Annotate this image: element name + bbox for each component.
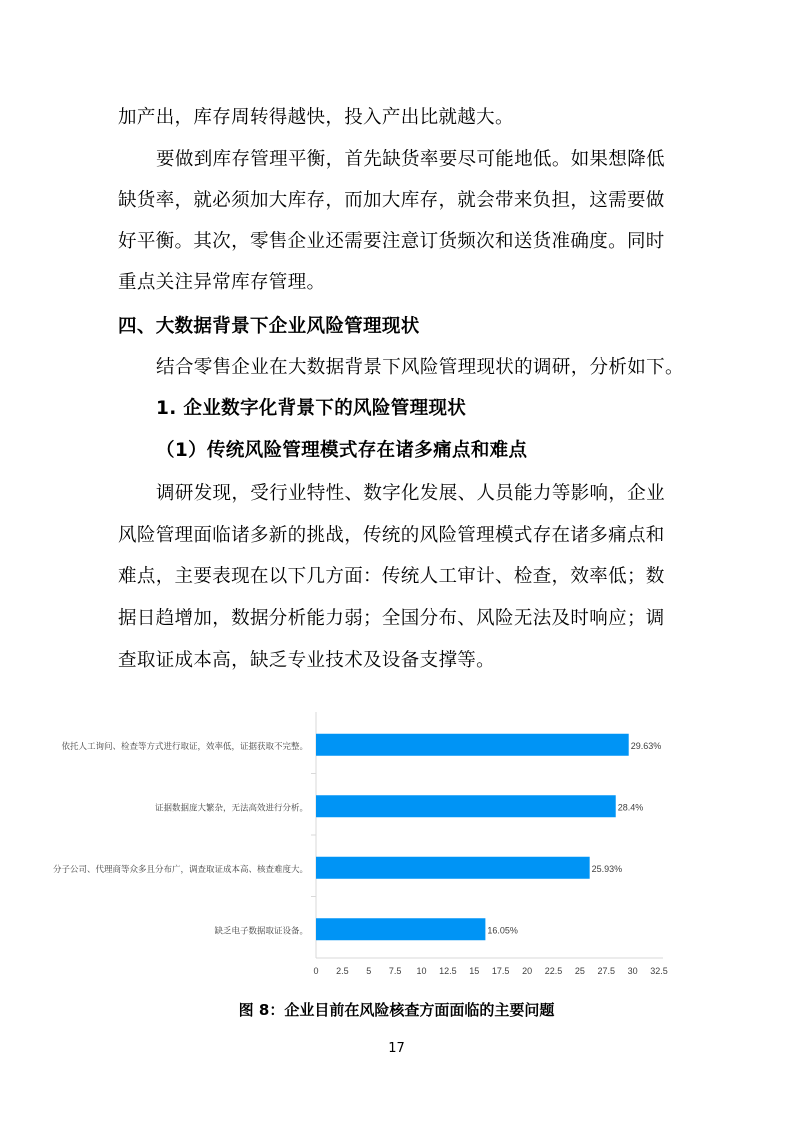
x-tick-label: 5 xyxy=(366,966,372,976)
paragraph-line: 查取证成本高，缺乏专业技术及设备支撑等。 xyxy=(118,650,496,671)
section-heading: （1）传统风险管理模式存在诸多痛点和难点 xyxy=(156,440,528,461)
x-tick-label: 25 xyxy=(574,966,585,976)
category-label: 证据数据庞大繁杂，无法高效进行分析。 xyxy=(154,803,308,814)
paragraph-line: 难点，主要表现在以下几方面：传统人工审计、检查，效率低；数 xyxy=(118,566,665,587)
x-tick-label: 17.5 xyxy=(491,966,510,976)
data-label: 28.4% xyxy=(617,802,644,813)
bar xyxy=(316,918,485,940)
paragraph-line: 据日趋增加，数据分析能力弱；全国分布、风险无法及时响应；调 xyxy=(118,608,665,629)
data-label: 29.63% xyxy=(630,740,662,751)
bar xyxy=(316,795,616,817)
data-label: 25.93% xyxy=(591,863,623,874)
x-tick-label: 15 xyxy=(469,966,480,976)
paragraph-line: 风险管理面临诸多新的挑战，传统的风险管理模式存在诸多痛点和 xyxy=(118,525,665,546)
data-label: 16.05% xyxy=(487,925,518,936)
page-number: 17 xyxy=(388,1041,405,1056)
x-tick-label: 10 xyxy=(416,966,427,976)
paragraph-line: 缺货率，就必须加大库存，而加大库存，就会带来负担，这需要做 xyxy=(118,190,665,211)
paragraph-line: 加产出，库存周转得越快，投入产出比就越大。 xyxy=(118,107,514,128)
x-tick-label: 27.5 xyxy=(597,966,615,976)
figure-caption: 图 8：企业目前在风险核查方面面临的主要问题 xyxy=(238,1001,555,1019)
section-heading: 1. 企业数字化背景下的风险管理现状 xyxy=(156,398,467,419)
bar xyxy=(316,857,590,879)
x-tick-label: 0 xyxy=(313,966,319,976)
paragraph-line: 调研发现，受行业特性、数字化发展、人员能力等影响，企业 xyxy=(156,483,665,504)
x-tick-label: 12.5 xyxy=(439,966,457,976)
category-label: 分子公司、代理商等众多且分布广，调查取证成本高、核查难度大。 xyxy=(52,864,308,875)
paragraph-line: 结合零售企业在大数据背景下风险管理现状的调研，分析如下。 xyxy=(156,357,684,378)
x-tick-label: 20 xyxy=(522,966,533,976)
x-tick-label: 32.5 xyxy=(650,966,668,976)
bar xyxy=(316,734,629,756)
paragraph-line: 要做到库存管理平衡，首先缺货率要尽可能地低。如果想降低 xyxy=(156,149,665,170)
section-heading: 四、大数据背景下企业风险管理现状 xyxy=(118,316,420,337)
category-label: 缺乏电子数据取证设备。 xyxy=(214,926,308,937)
x-tick-label: 22.5 xyxy=(544,966,563,976)
paragraph-line: 好平衡。其次，零售企业还需要注意订货频次和送货准确度。同时 xyxy=(118,231,665,252)
x-tick-label: 7.5 xyxy=(388,966,402,976)
paragraph-line: 重点关注异常库存管理。 xyxy=(118,272,326,293)
category-label: 依托人工询问、检查等方式进行取证，效率低，证据获取不完整。 xyxy=(61,741,308,752)
x-tick-label: 30 xyxy=(627,966,638,976)
x-tick-label: 2.5 xyxy=(336,966,349,976)
